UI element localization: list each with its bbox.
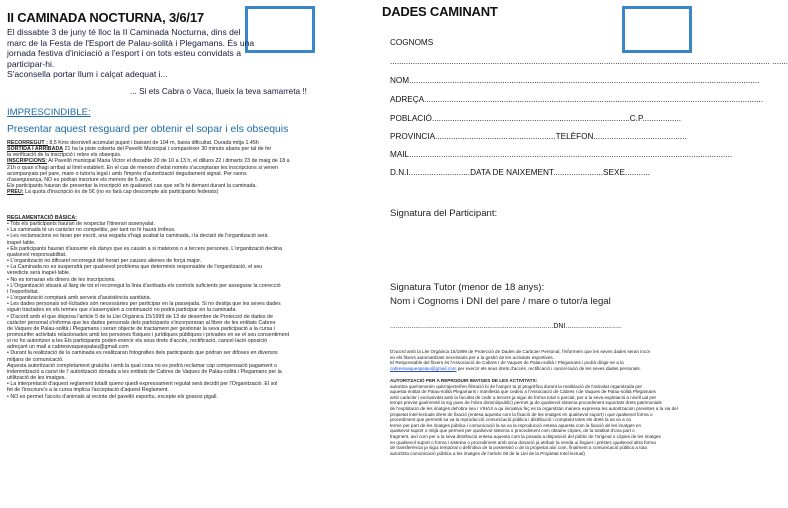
info-line: acompanyats pel pare, mare o tutor/a legal i amb l'imprès d'autorització degudament signat. Per raons <box>7 170 247 177</box>
reglament-line: • L'organització comptarà amb serveis d'assistència sanitària. <box>7 295 152 302</box>
reglament-line: • D'acord amb el que disposa l'article 5 de la Llei Orgànica 15/1999 de 13 de desembre de Protecció de dades de <box>7 313 273 320</box>
reglament-line: caràcter personal s'informa que les dades personals dels participants s'incorporaran al fitxer de les entitats Cabres <box>7 319 276 326</box>
left-title: II CAMINADA NOCTURNA, 3/6/17 <box>7 10 204 25</box>
intro-line: participar-hi. <box>7 58 55 69</box>
right-title: DADES CAMINANT <box>382 4 498 19</box>
field-dni[interactable]: D.N.I...........................DATA DE NAIXEMENT......................SEXE........... <box>390 168 650 177</box>
info-line: Els participants hauran de presentar la inscripció en qualsevol cas que se'ls hi demani durant la caminada. <box>7 183 257 190</box>
reglament-line: inapel·lable. <box>7 239 36 246</box>
field-nom[interactable]: NOM.......................................................................................................................................................... <box>390 76 760 85</box>
reglament-block <box>7 215 297 400</box>
reglament-line: • L'organització no dificarel recorregut del horari per causes alienes de força major. <box>7 258 202 265</box>
reglament-line: • No es tornaran els diners de les inscripcions. <box>7 276 116 283</box>
auth-line: autoritzta comunicació pública a les imatges de l'article 08 de la Llei de la Propietat Intel·lectual) <box>390 450 585 456</box>
auth-line: en qualsevol suport o forma i sistema o procediment amb arna donació ja atribuir la venda ui lloguer i préstec qualsevol altra forma <box>390 439 656 445</box>
info-block <box>7 140 297 195</box>
reglament-line: si no ho autoritzen a les Els participants poden exercir els seus drets d'accés, rectificació, cancel·lació oposició <box>7 338 268 345</box>
reglament-line: i l'esportivitat. <box>7 288 39 295</box>
reglament-line: • Els participants hauran d'assumir els danys que es causin a si mateixos o a tercers persones. L'organització declina <box>7 245 283 252</box>
info-line: d'assegurança, NO es podran inscriure els menors de 5 anys. <box>7 176 152 183</box>
intro-text <box>7 27 275 80</box>
reglament-heading: REGLAMENTACIÓ BÀSICA: <box>7 215 77 221</box>
reglament-line: Aquesta autorització completament gratuïta i amb la qual cosa no es podrà reclamar cap compensació pagament o <box>7 362 277 369</box>
intro-line: marc de la Festa de l'Esport de Palau-solità i Plegamans. És una <box>7 37 255 48</box>
reglament-line: • L'Organització situarà al llarg de tot el recorregut la línia d'arribada els controls suficients per assegurar la correcció <box>7 282 281 289</box>
reglament-line: • Durant la realització de la caminada es realitzaran fotografies dels participants que podran ser difoses en diversos <box>7 350 278 357</box>
auth-line: de l'explotació de les imatges del'obra seu i VIH/U/ a qu iniciativa feç es ta organitzán manera expressa les autoritzacion previstes a la via del <box>390 405 678 411</box>
reglament-line: siguin tractades en els termes que s'assenyalen a continuació no podrà participar en la caminada. <box>7 307 237 314</box>
intro-line: El dissabte 3 de juny té lloc la II Caminada Nocturna, dins del <box>7 27 241 37</box>
info-line: PREU: La quota d'inscripció és de 5€ (no es farà cap descompte als participants federats) <box>7 189 219 196</box>
signature-participant: Signatura del Participant: <box>390 208 498 219</box>
lopd-line: cabresivaquespalau@gmail.com per exercir els seus drets d'accés, rectificació i cancel·lació de les seves dades personals. <box>390 365 641 371</box>
reglament-line: indemnització a canvi de l' autorització donada a les entitats de Cabres de Vaques de Palau-solità i Plegamans per la <box>7 368 282 375</box>
field-adreca[interactable]: ADREÇA..................................................................................................................................................... <box>390 95 764 104</box>
reglament-line: • La caminada té un caràcter no competitiu, per tant no hi haurà trofeus. <box>7 227 176 234</box>
auth-heading: AUTORITZACIÓ PER A REPRODUIR IMATGES DE LES ACTIVITATS: <box>390 378 538 383</box>
reglament-line: de Vaques de Palau-solità i Plegamans i seran objecte de tractament per gestionar la seva participació a la cursa i <box>7 325 275 332</box>
lopd-block <box>390 349 735 371</box>
tutor-detail: Nom i Cognoms i DNI del pare / mare o tutor/a legal <box>390 296 611 307</box>
auth-line: aquesta entitat de Palau-solità Plegamans i manifesta que cedeix a l'Associació de Cabres I de Vaques de Palau-solità Plegamans <box>390 389 656 395</box>
field-mail[interactable]: MAIL.............................................................................................................................................. <box>390 150 733 159</box>
auth-line: terme per part de les imatges pública i comunicació la sa va la reproducció entesa aquesta com la fixació de les imatges en <box>390 422 642 428</box>
reglament-line: veredicte serà inapel·lable. <box>7 270 71 277</box>
cabra-note: ... Si ets Cabra o Vaca, llueix la teva samarreta !! <box>130 87 307 96</box>
field-cognoms[interactable]: COGNOMS <box>390 38 434 47</box>
reglament-line: qualsevol responsabilitat. <box>7 251 67 258</box>
auth-line: qualsevol suport o mitjà que permeti per qualsevol sistema o procediment com obtaine còpies, de la totalitat d'una part o <box>390 428 635 434</box>
lopd-line: El Responsable del fitxers és l'Associació de Cabres I de Vaques de Palau-solità I Plegamans i podrà dirigir-se a la <box>390 360 624 366</box>
reglament-line: • NO es permet l'accés d'animals al recinte del pavelló esportiu, excepte els gossos pigall. <box>7 393 218 400</box>
field-cognoms-line[interactable]: ....................................................................................................................................................................... ....... <box>390 57 788 66</box>
info-line: SORTIDA I ARRIBADA 21 ha la piste coberta del Pavelló Municipal i comparèixer 30 minuts abans per tal de fer <box>7 146 272 153</box>
auth-line: propietat intel·lectuals drets de fixació (entesa aquesta com la fixació de les imatges en qualsevol suport) i que qualsevol forma o <box>390 411 653 417</box>
lopd-line: D'acord amb la Llei Orgànica 15/1999 de Protecció de Dades de Caràcter Personal, l'informem que les seves dades seran incor <box>390 349 651 354</box>
reglament-line: fet de l'inscriure's a la cursa implica l'acceptació d'aquest Reglament. <box>7 387 169 394</box>
contact-email-link[interactable]: cabresivaquespalau@gmail.com <box>390 365 457 371</box>
info-line: la verificació de la inscripció i rebre els obsequis. <box>7 152 122 159</box>
presentar-heading: Presentar aquest resguard per obtenir el sopar i els obsequis <box>7 124 289 135</box>
reglament-line: utilització de les imatges. <box>7 375 66 382</box>
signature-tutor: Signatura Tutor (menor de 18 anys): <box>390 282 545 293</box>
info-line: 21h o quan s'hagi arribat al límit establert. En el cas de menors d'edat només s'acceptaran les inscripcions si venen <box>7 164 278 171</box>
field-poblacio[interactable]: POBLACIÓ.......................................................................................C.P................. <box>390 114 682 123</box>
reglament-line: • Les dades personals sol·licitades són necessàries per participar en la passejada. Si no desitja que les seves dades <box>7 301 281 308</box>
auth-line: amb caràcter i exclusivitat amb la facultat de cedir a tercers ja sigui de forma total o parcial, per a la seva explotació a nivell ual per <box>390 394 657 400</box>
reglament-line: • La Caminada no es suspendrà per qualsevol problema que determinis responsable de l'organització, el seu <box>7 264 263 271</box>
imprescindible-heading: IMPRESCINDIBLE: <box>7 107 91 118</box>
intro-note: S'aconsella portar llum i calçat adequat i... <box>7 69 168 80</box>
auth-line: procediment que permetti sa va la reproducció comunicació pública i distribució i comptant totes els drets la sa va a ca <box>390 417 631 423</box>
auth-line: de transferència ja sigui temporal o definitiva de la possessió o de la propietat així com, finalment a comunicació pública a tota <box>390 445 647 451</box>
auth-block <box>390 378 735 456</box>
reglament-line: • Tots els participants hauran de respectar l'itinerari assenyalat. <box>7 221 155 228</box>
auth-line: fragment, així com per a la seva distribució entesa aquesta com la posada a disposició del públic de l'original o còpies de les imatges <box>390 433 661 439</box>
reglament-line: • La interpretació d'aquest reglament totallt queno quedi expressament regulat serà decidit per l'Organització. El sol <box>7 381 278 388</box>
reglament-line: • Les reclamacions es faran per escrit, una vegada s'hagi acabat la caminada, i la decisió de l'organització serà <box>7 233 268 240</box>
reglament-line: adreçant un mail a cabresivaquespalau@gmail.com <box>7 344 129 351</box>
info-line: INSCRIPCIONS: Al Pavelló municipal Maria Victor el dissabte 20 de 10 a 13 h, el dilluns 22 i dimarts 23 de maig de 18 a <box>7 158 290 165</box>
lopd-line: en els fitxers automatitzats necessaris per a la gestió de les activitats esportives. <box>390 354 554 360</box>
reglament-line: mitjans de comunicació. <box>7 356 64 363</box>
info-line: RECORREGUT : 8,5 Kms desnivell acumulat pujant i baixant de 104 m, baixa dificultat. Durada mitja 1.45h <box>7 140 259 146</box>
tutor-dni-line[interactable]: ....................................................................................DNI............................. <box>390 323 622 330</box>
intro-line: jornada festiva d'iniciació a l'esport i on tots esteu convidats a <box>7 48 242 59</box>
auth-line: temps previst gaulmenté la sig pues de l'obra dominiòpublic) permet ja de qualsevol sistema procediment suportats drets patrimonials <box>390 400 662 406</box>
reglament-line: promourifer activitats relacionades amb les persones físiques i jurídiques públiques i privades en se el seu consentiment <box>7 331 290 338</box>
auth-line: autoritza quel'amonim quits'ajecteil'en filmació bi de l'ampor ta pi ptogrèfica durant la realització de l'activitat organitzada per <box>390 383 643 389</box>
field-provincia[interactable]: PROVINCIA.....................................................TELÈFON......................................... <box>390 132 687 141</box>
